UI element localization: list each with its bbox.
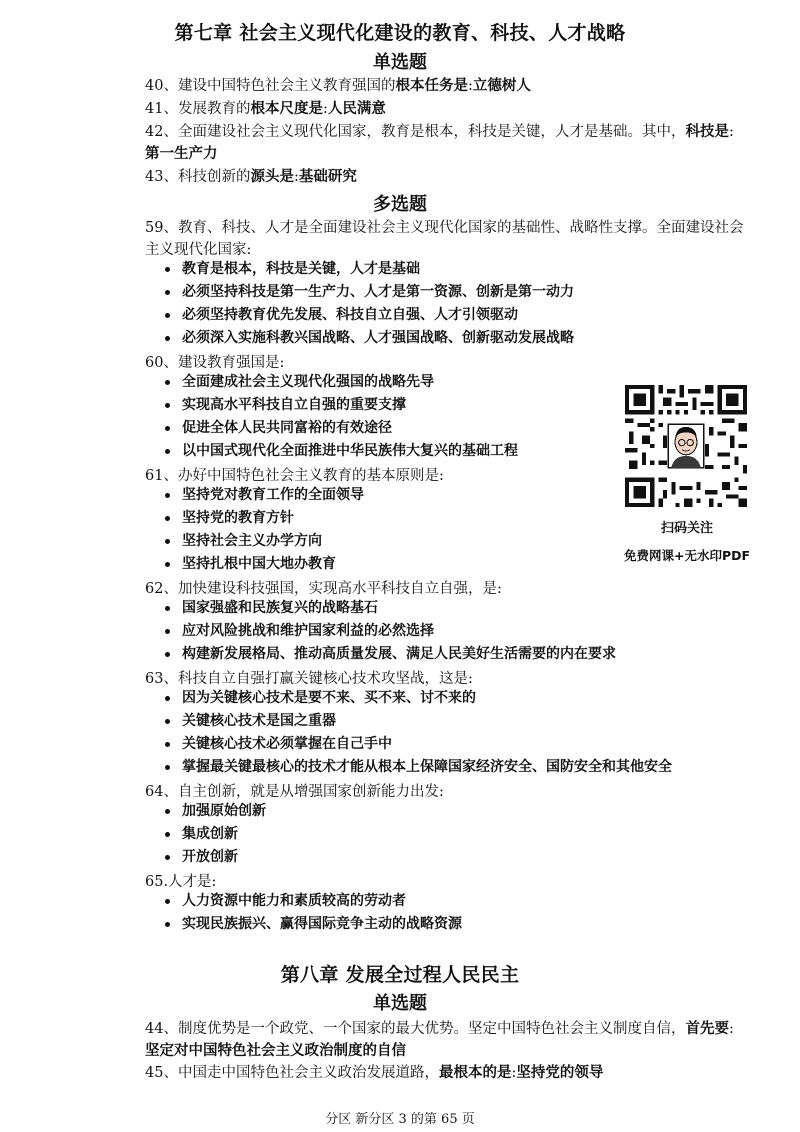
list-item: 构建新发展格局、推动高质量发展、满足人民美好生活需要的内在要求 — [160, 643, 616, 666]
question-63: 63、科技自立自强打赢关键核心技术攻坚战，这是: — [145, 671, 473, 687]
list-item: 关键核心技术是国之重器 — [160, 710, 672, 733]
list-item: 以中国式现代化全面推进中华民族伟大复兴的基础工程 — [160, 440, 518, 463]
question-59-options — [160, 258, 574, 350]
list-item: 坚持社会主义办学方向 — [160, 530, 364, 553]
page-footer: 分区 新分区 3 的第 65 页 — [325, 1112, 475, 1127]
question-42: 42、全面建设社会主义现代化国家，教育是根本，科技是关键，人才是基础。其中，科技是: — [145, 124, 734, 140]
list-item: 因为关键核心技术是要不来、买不来、讨不来的 — [160, 687, 672, 710]
question-44: 44、制度优势是一个政党、一个国家的最大优势。坚定中国特色社会主义制度自信，首先要: — [145, 1021, 734, 1037]
question-42-answer: 第一生产力 — [145, 146, 218, 162]
list-item: 国家强盛和民族复兴的战略基石 — [160, 597, 616, 620]
question-61: 61、办好中国特色社会主义教育的基本原则是: — [145, 468, 444, 484]
question-40: 40、建设中国特色社会主义教育强国的根本任务是:立德树人 — [145, 78, 531, 94]
question-64: 64、自主创新，就是从增强国家创新能力出发: — [145, 784, 444, 800]
question-65-options — [160, 890, 462, 936]
question-59-cont: 主义现代化国家: — [145, 242, 252, 258]
question-62-options — [160, 597, 616, 666]
qr-code-icon[interactable] — [625, 385, 747, 507]
list-item: 必须坚持教育优先发展、科技自立自强、人才引领驱动 — [160, 304, 574, 327]
list-item: 实现民族振兴、赢得国际竞争主动的战略资源 — [160, 913, 462, 936]
ch7-multiple-choice-heading: 多选题 — [373, 194, 427, 215]
question-62: 62、加快建设科技强国，实现高水平科技自立自强，是: — [145, 581, 502, 597]
list-item: 必须深入实施科教兴国战略、人才强国战略、创新驱动发展战略 — [160, 327, 574, 350]
list-item: 促进全体人民共同富裕的有效途径 — [160, 417, 518, 440]
qr-caption-free-course: 免费网课+无水印PDF — [623, 548, 751, 563]
ch7-single-choice-heading: 单选题 — [373, 52, 427, 73]
question-45: 45、中国走中国特色社会主义政治发展道路，最根本的是:坚持党的领导 — [145, 1065, 604, 1081]
list-item: 关键核心技术必须掌握在自己手中 — [160, 733, 672, 756]
list-item: 坚持扎根中国大地办教育 — [160, 553, 364, 576]
list-item: 必须坚持科技是第一生产力、人才是第一资源、创新是第一动力 — [160, 281, 574, 304]
qr-caption-follow: 扫码关注 — [660, 521, 713, 536]
qr-promo — [612, 385, 762, 564]
question-60: 60、建设教育强国是: — [145, 355, 285, 371]
list-item: 掌握最关键最核心的技术才能从根本上保障国家经济安全、国防安全和其他安全 — [160, 756, 672, 779]
list-item: 人力资源中能力和素质较高的劳动者 — [160, 890, 462, 913]
question-43: 43、科技创新的源头是:基础研究 — [145, 169, 357, 185]
ch8-single-choice-heading: 单选题 — [373, 993, 427, 1014]
question-44-answer: 坚定对中国特色社会主义政治制度的自信 — [145, 1043, 406, 1059]
list-item: 坚持党的教育方针 — [160, 507, 364, 530]
list-item: 加强原始创新 — [160, 800, 266, 823]
chapter-7-title: 第七章 社会主义现代化建设的教育、科技、人才战略 — [174, 22, 626, 44]
question-61-options — [160, 484, 364, 576]
question-60-options — [160, 371, 518, 463]
list-item: 教育是根本，科技是关键，人才是基础 — [160, 258, 574, 281]
question-59: 59、教育、科技、人才是全面建设社会主义现代化国家的基础性、战略性支撑。全面建设社会 — [145, 220, 744, 236]
list-item: 坚持党对教育工作的全面领导 — [160, 484, 364, 507]
question-65: 65.人才是: — [145, 874, 217, 890]
list-item: 应对风险挑战和维护国家利益的必然选择 — [160, 620, 616, 643]
list-item: 开放创新 — [160, 846, 266, 869]
question-64-options — [160, 800, 266, 869]
list-item: 全面建成社会主义现代化强国的战略先导 — [160, 371, 518, 394]
list-item: 实现高水平科技自立自强的重要支撑 — [160, 394, 518, 417]
list-item: 集成创新 — [160, 823, 266, 846]
chapter-8-title: 第八章 发展全过程人民民主 — [280, 964, 520, 986]
question-63-options — [160, 687, 672, 779]
question-41: 41、发展教育的根本尺度是:人民满意 — [145, 101, 386, 117]
